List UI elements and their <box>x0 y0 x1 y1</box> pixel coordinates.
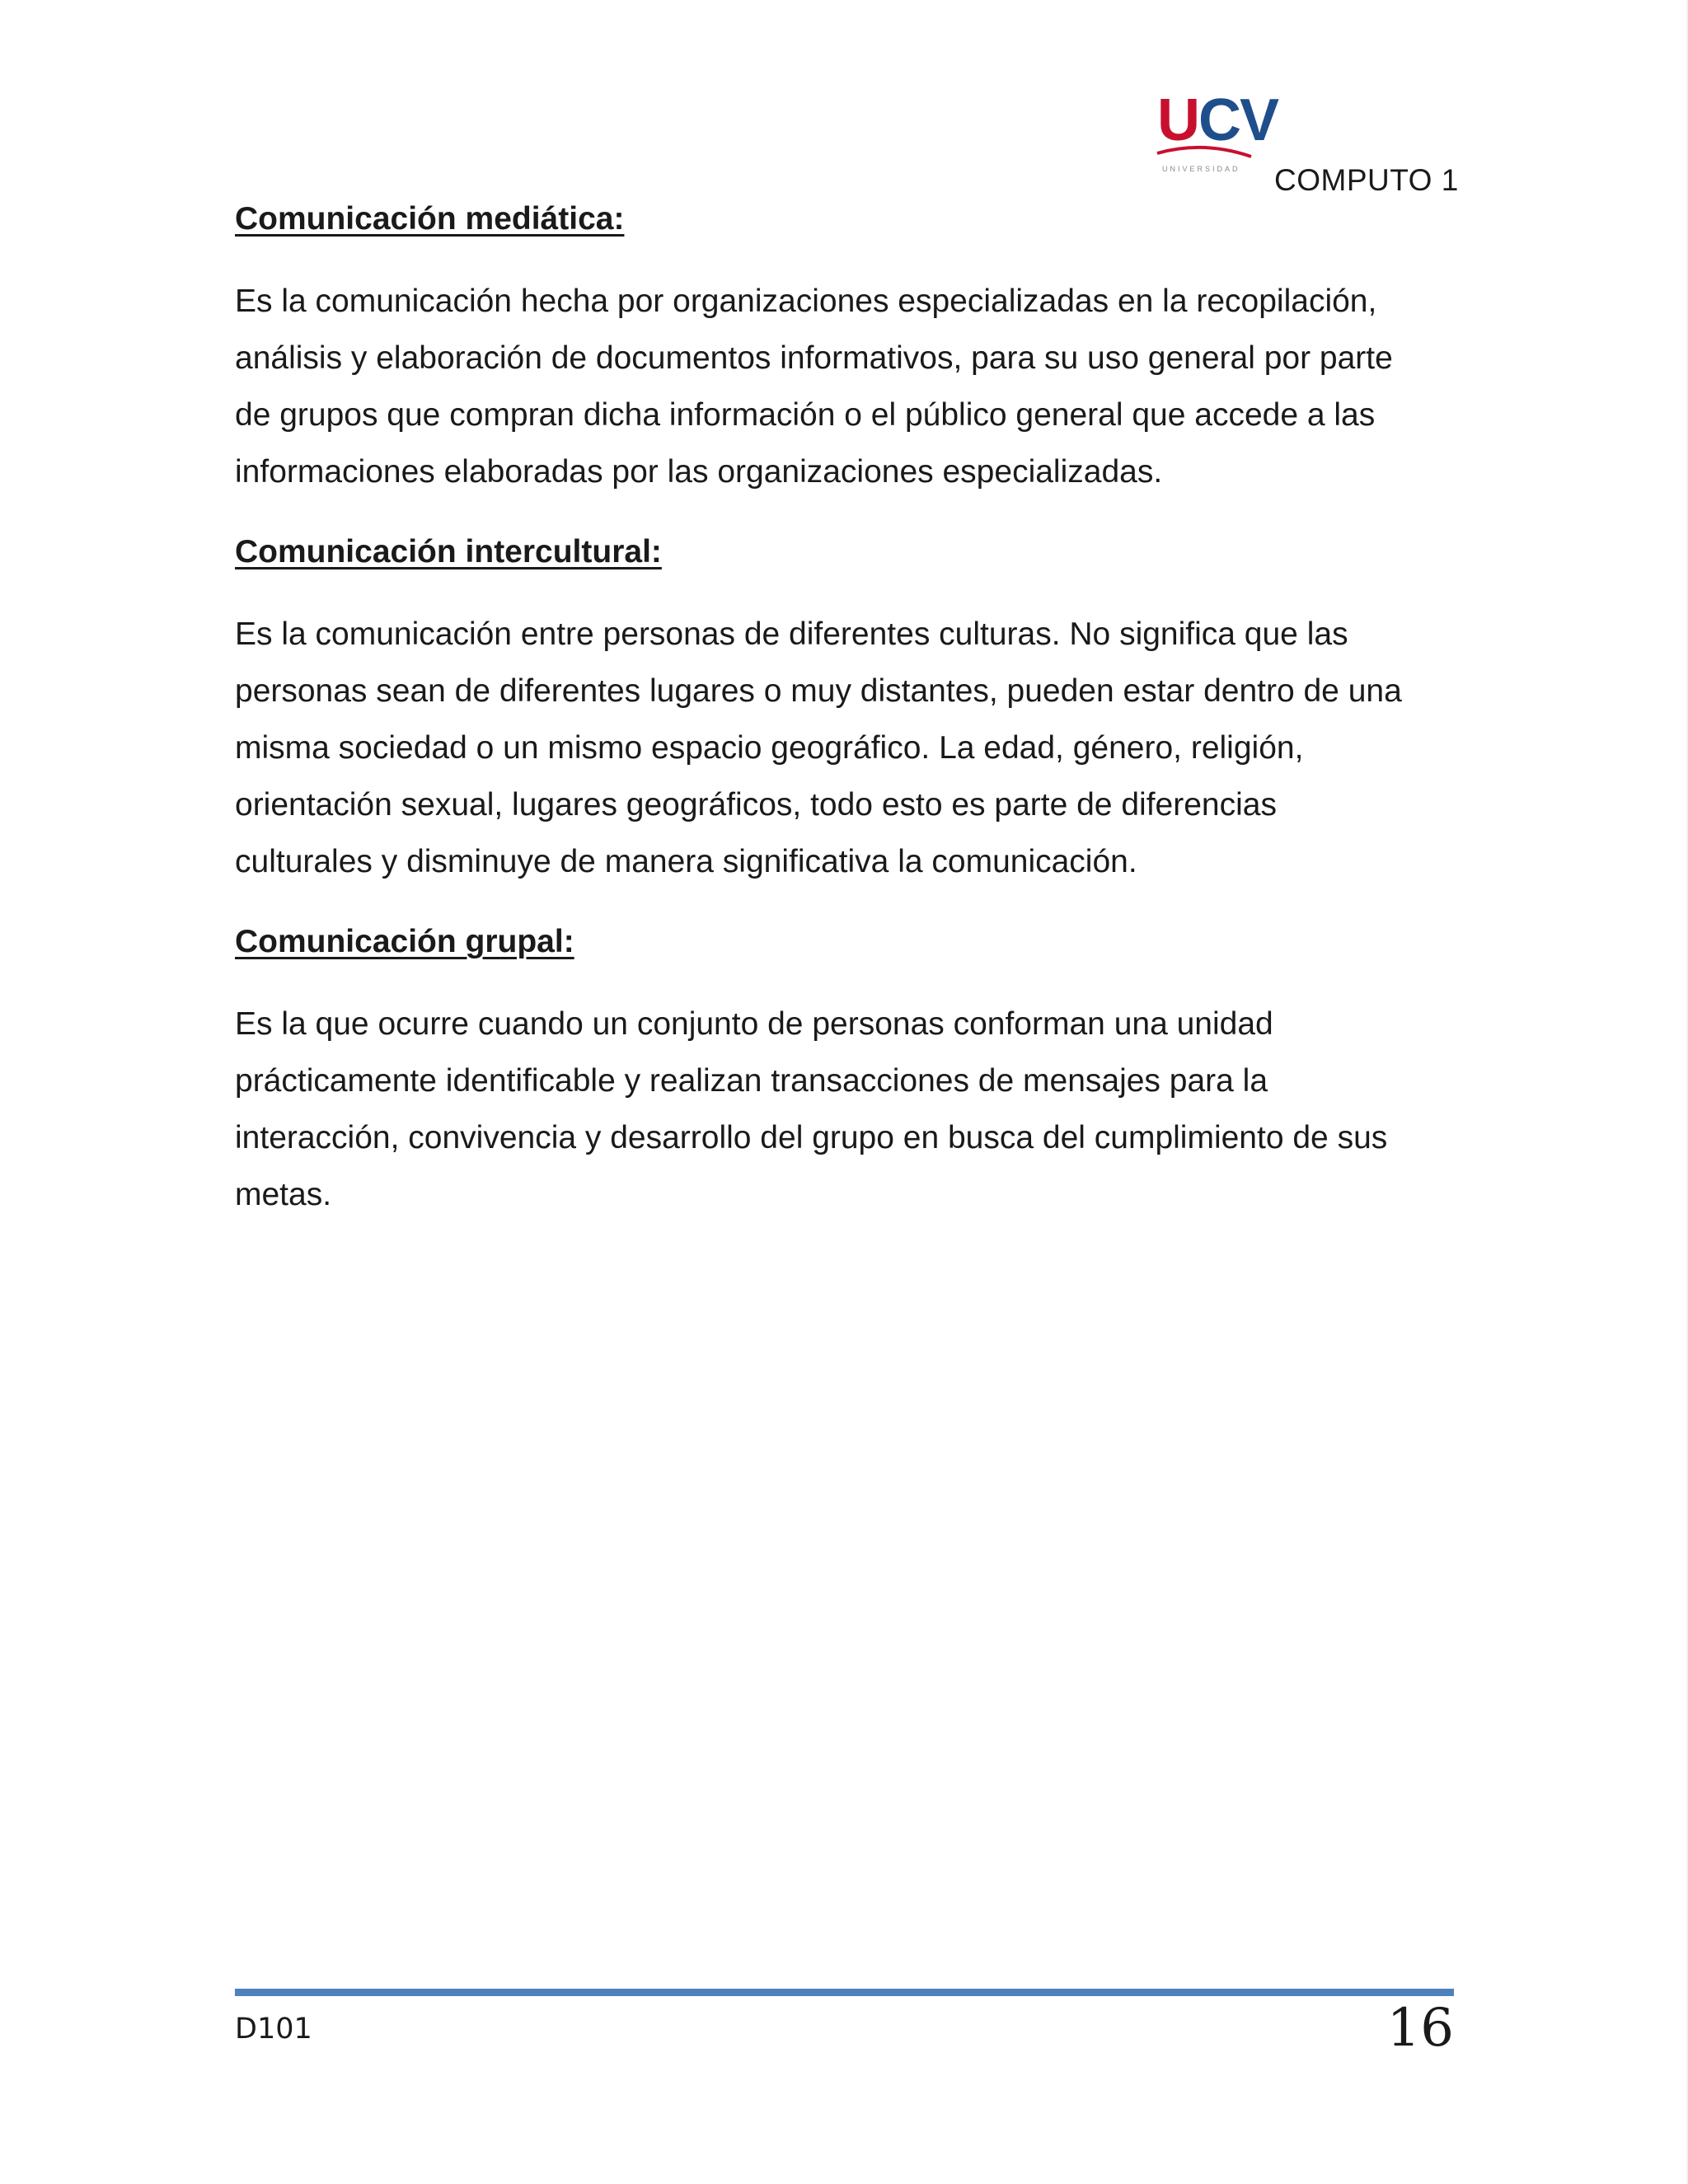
paragraph-line: misma sociedad o un mismo espacio geográfico. La edad, género, religión, <box>235 730 1304 766</box>
section-paragraph <box>235 606 1463 890</box>
logo-letter-u: U <box>1157 87 1198 153</box>
section-paragraph <box>235 273 1463 500</box>
paragraph-line: de grupos que compran dicha información o el público general que accede a las <box>235 397 1376 433</box>
paragraph-line: prácticamente identificable y realizan transacciones de mensajes para la <box>235 1063 1268 1099</box>
paragraph-line: orientación sexual, lugares geográficos, todo esto es parte de diferencias <box>235 787 1277 823</box>
footer-rule <box>235 1989 1454 1996</box>
section-heading: Comunicación intercultural: <box>235 534 662 569</box>
paragraph-line: personas sean de diferentes lugares o muy distantes, pueden estar dentro de una <box>235 673 1402 709</box>
page-number: 16 <box>1386 1998 1454 2059</box>
section-intercultural <box>235 532 1463 890</box>
paragraph-line: Es la comunicación entre personas de diferentes culturas. No significa que las <box>235 616 1348 652</box>
paragraph-line: metas. <box>235 1177 332 1212</box>
paragraph-line: culturales y disminuye de manera significativa la comunicación. <box>235 844 1137 879</box>
section-heading: Comunicación mediática: <box>235 201 625 237</box>
logo-subtext: UNIVERSIDAD <box>1162 165 1240 173</box>
section-paragraph <box>235 996 1463 1223</box>
header-title: COMPUTO 1 <box>1274 163 1459 197</box>
paragraph-line: informaciones elaboradas por las organizaciones especializadas. <box>235 454 1163 490</box>
ucv-logo <box>1154 86 1278 176</box>
section-heading: Comunicación grupal: <box>235 924 574 959</box>
paragraph-line: análisis y elaboración de documentos informativos, para su uso general por parte <box>235 340 1393 376</box>
paragraph-line: interacción, convivencia y desarrollo del grupo en busca del cumplimiento de sus <box>235 1120 1388 1155</box>
document-body <box>235 199 1463 1255</box>
section-mediatica <box>235 199 1463 500</box>
footer-course-code: D101 <box>235 2013 312 2046</box>
paragraph-line: Es la comunicación hecha por organizaciones especializadas en la recopilación, <box>235 284 1377 319</box>
paragraph-line: Es la que ocurre cuando un conjunto de personas conforman una unidad <box>235 1006 1273 1042</box>
logo-text <box>1157 87 1279 153</box>
logo-letters-cv: CV <box>1198 87 1278 153</box>
section-grupal <box>235 922 1463 1223</box>
